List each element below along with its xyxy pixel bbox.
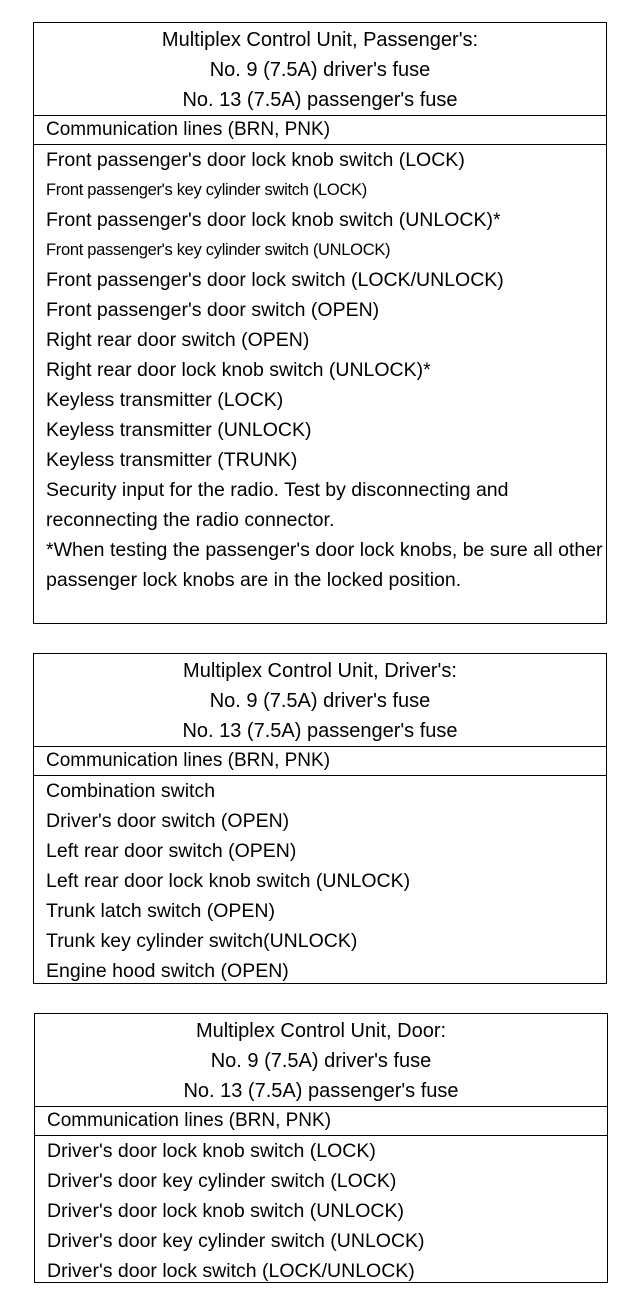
list-item: Driver's door switch (OPEN) (46, 810, 290, 832)
list-item: Trunk latch switch (OPEN) (46, 900, 275, 922)
passenger-mcu-table (33, 22, 607, 624)
header-fuse-9: No. 9 (7.5A) driver's fuse (210, 1050, 432, 1072)
list-item: Combination switch (46, 780, 216, 802)
lock-knob-note: *When testing the passenger's door lock knobs, be sure all other passenger lock knobs are in the locked position. (46, 539, 603, 591)
header-title: Multiplex Control Unit, Driver's: (183, 660, 457, 682)
list-item: Driver's door key cylinder switch (LOCK) (47, 1170, 397, 1192)
list-item: Left rear door switch (OPEN) (46, 840, 297, 862)
communication-lines: Communication lines (BRN, PNK) (34, 115, 606, 145)
list-item: Driver's door lock knob switch (UNLOCK) (47, 1200, 404, 1222)
list-item: Keyless transmitter (LOCK) (46, 389, 284, 411)
list-item: Front passenger's door lock knob switch (UNLOCK)* (46, 209, 501, 231)
header-title: Multiplex Control Unit, Passenger's: (161, 29, 479, 51)
driver-mcu-header (34, 654, 606, 746)
radio-note: Security input for the radio. Test by disconnecting and reconnecting the radio connector. (46, 479, 509, 531)
header-fuse-13: No. 13 (7.5A) passenger's fuse (182, 720, 458, 742)
list-item: Right rear door lock knob switch (UNLOCK)* (46, 359, 431, 381)
door-mcu-header (35, 1014, 607, 1106)
list-item: Front passenger's door switch (OPEN) (46, 299, 380, 321)
communication-lines: Communication lines (BRN, PNK) (35, 1106, 607, 1136)
list-item: Driver's door lock knob switch (LOCK) (47, 1140, 376, 1162)
door-mcu-table (34, 1013, 608, 1283)
header-fuse-13: No. 13 (7.5A) passenger's fuse (183, 1080, 459, 1102)
list-item: Right rear door switch (OPEN) (46, 329, 310, 351)
list-item: Engine hood switch (OPEN) (46, 960, 289, 982)
list-item: Front passenger's door lock switch (LOCK/UNLOCK) (46, 269, 504, 291)
header-fuse-9: No. 9 (7.5A) driver's fuse (209, 690, 431, 712)
driver-mcu-table (33, 653, 607, 984)
list-item: Front passenger's key cylinder switch (UNLOCK) (46, 241, 391, 259)
passenger-mcu-header (34, 23, 606, 115)
header-fuse-9: No. 9 (7.5A) driver's fuse (209, 59, 431, 81)
list-item: Trunk key cylinder switch(UNLOCK) (46, 930, 358, 952)
header-title: Multiplex Control Unit, Door: (195, 1020, 447, 1042)
list-item: Left rear door lock knob switch (UNLOCK) (46, 870, 411, 892)
input-list (34, 145, 606, 595)
list-item: Keyless transmitter (TRUNK) (46, 449, 298, 471)
list-item: Driver's door lock switch (LOCK/UNLOCK) (47, 1260, 415, 1282)
list-item: Front passenger's door lock knob switch (LOCK) (46, 149, 465, 171)
input-list (35, 1136, 607, 1286)
input-list (34, 776, 606, 986)
list-item: Keyless transmitter (UNLOCK) (46, 419, 312, 441)
list-item: Front passenger's key cylinder switch (LOCK) (46, 181, 367, 199)
communication-lines: Communication lines (BRN, PNK) (34, 746, 606, 776)
header-fuse-13: No. 13 (7.5A) passenger's fuse (182, 89, 458, 111)
list-item: Driver's door key cylinder switch (UNLOCK) (47, 1230, 425, 1252)
